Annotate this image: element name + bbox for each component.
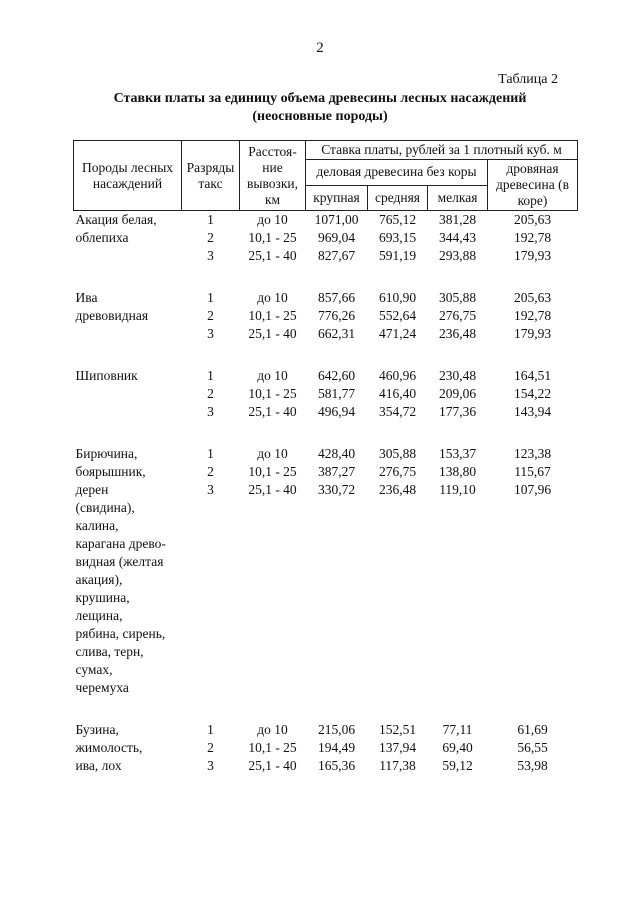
species-line: калина, [75,518,119,533]
fuel-value: 192,78 [513,308,552,323]
small-cell [428,367,488,421]
medium-cell [368,211,428,266]
table-header [74,141,578,211]
large-cell [306,367,368,421]
table-body [74,211,578,776]
medium-value: 765,12 [378,212,417,227]
distance-cell [240,211,306,266]
fuel-cell [488,289,578,343]
small-cell [428,721,488,775]
species-line: акация), [75,572,123,587]
species-line: (свидина), [75,500,135,515]
distance-value: 25,1 - 40 [248,326,297,341]
grade-value: 1 [207,446,214,461]
species-line: черемуха [75,680,129,695]
species-cell [74,211,182,266]
medium-cell [368,445,428,697]
fuel-value: 179,93 [513,326,552,341]
small-value: 77,11 [442,722,473,737]
distance-cell [240,367,306,421]
distance-value: 25,1 - 40 [248,482,297,497]
medium-value: 610,90 [378,290,417,305]
small-value: 138,80 [438,464,477,479]
grade-value: 1 [207,368,214,383]
large-value: 776,26 [317,308,356,323]
table-label: Таблица 2 [498,72,558,87]
fuel-value: 107,96 [513,482,552,497]
grade-value: 3 [207,482,214,497]
small-value: 209,06 [438,386,477,401]
grade-value: 3 [207,248,214,263]
large-value: 165,36 [317,758,356,773]
small-value: 381,28 [438,212,477,227]
header-species: Породы лесных насаждений [74,141,182,211]
header-rate: Ставка платы, рублей за 1 плотный куб. м [306,141,578,160]
fuel-value: 53,98 [517,758,548,773]
grade-value: 2 [207,230,214,245]
grade-cell [182,721,240,775]
title-line-2: (неосновные породы) [252,109,388,124]
distance-value: до 10 [257,722,288,737]
species-line: Ива [75,290,98,305]
species-line: крушина, [75,590,130,605]
small-value: 344,43 [438,230,477,245]
page-number: 2 [316,40,324,56]
group-spacer [74,697,578,721]
species-line: жимолость, [75,740,143,755]
group-spacer [74,265,578,289]
small-value: 305,88 [438,290,477,305]
header-distance: Расстоя-ние вывозки, км [240,141,306,211]
species-line: рябина, сирень, [75,626,166,641]
grade-value: 3 [207,326,214,341]
header-medium: средняя [368,185,428,211]
distance-value: 10,1 - 25 [248,740,297,755]
group-spacer [74,421,578,445]
group-spacer [74,343,578,367]
medium-value: 591,19 [378,248,417,263]
large-value: 642,60 [317,368,356,383]
distance-value: 25,1 - 40 [248,248,297,263]
fuel-value: 205,63 [513,290,552,305]
title-line-1: Ставки платы за единицу объема древесины лесных насаждений [113,91,527,106]
medium-cell [368,289,428,343]
header-commercial: деловая древесина без коры [306,160,488,186]
table-row [74,445,578,697]
table-row [74,367,578,421]
small-cell [428,211,488,266]
small-cell [428,445,488,697]
species-line: лещина, [75,608,123,623]
large-value: 428,40 [317,446,356,461]
fuel-value: 56,55 [517,740,548,755]
distance-value: 10,1 - 25 [248,464,297,479]
fuel-value: 192,78 [513,230,552,245]
distance-value: до 10 [257,290,288,305]
distance-value: 10,1 - 25 [248,386,297,401]
fuel-value: 205,63 [513,212,552,227]
medium-value: 276,75 [378,464,417,479]
fuel-value: 61,69 [517,722,548,737]
large-cell [306,445,368,697]
medium-value: 693,15 [378,230,417,245]
medium-value: 354,72 [378,404,417,419]
distance-cell [240,445,306,697]
species-line: древовидная [75,308,149,323]
distance-cell [240,721,306,775]
grade-value: 3 [207,404,214,419]
small-value: 230,48 [438,368,477,383]
distance-value: до 10 [257,368,288,383]
species-line: слива, терн, [75,644,144,659]
small-value: 236,48 [438,326,477,341]
rates-table [73,140,578,775]
distance-value: 25,1 - 40 [248,758,297,773]
header-grade: Разряды такс [182,141,240,211]
medium-value: 416,40 [378,386,417,401]
large-value: 1071,00 [314,212,359,227]
grade-value: 1 [207,722,214,737]
grade-value: 2 [207,464,214,479]
header-fuel: дровяная древесина (в коре) [488,160,578,211]
large-value: 215,06 [317,722,356,737]
species-line: Шиповник [75,368,138,383]
table-title [60,90,580,126]
grade-value: 2 [207,308,214,323]
grade-value: 2 [207,386,214,401]
small-value: 59,12 [442,758,473,773]
large-value: 857,66 [317,290,356,305]
large-cell [306,211,368,266]
grade-cell [182,211,240,266]
large-value: 194,49 [317,740,356,755]
large-value: 581,77 [317,386,356,401]
small-cell [428,289,488,343]
fuel-value: 123,38 [513,446,552,461]
distance-value: 10,1 - 25 [248,308,297,323]
medium-value: 137,94 [378,740,417,755]
fuel-value: 164,51 [513,368,552,383]
small-value: 119,10 [439,482,476,497]
species-line: Бирючина, [75,446,138,461]
header-small: мелкая [428,185,488,211]
fuel-cell [488,211,578,266]
grade-cell [182,289,240,343]
large-cell [306,289,368,343]
small-value: 153,37 [438,446,477,461]
species-line: облепиха [75,230,129,245]
grade-value: 2 [207,740,214,755]
species-line: видная (желтая [75,554,164,569]
species-line: боярышник, [75,464,146,479]
medium-value: 236,48 [378,482,417,497]
species-line: карагана древо- [75,536,166,551]
medium-value: 152,51 [378,722,417,737]
fuel-value: 179,93 [513,248,552,263]
small-value: 69,40 [442,740,473,755]
medium-value: 117,38 [379,758,416,773]
medium-value: 305,88 [378,446,417,461]
medium-cell [368,721,428,775]
species-line: Бузина, [75,722,119,737]
medium-cell [368,367,428,421]
large-value: 827,67 [317,248,356,263]
large-value: 662,31 [317,326,356,341]
species-line: дерен [75,482,109,497]
fuel-value: 154,22 [513,386,552,401]
table-row [74,721,578,775]
grade-cell [182,367,240,421]
small-value: 293,88 [438,248,477,263]
fuel-value: 143,94 [513,404,552,419]
header-large: крупная [306,185,368,211]
medium-value: 552,64 [378,308,417,323]
large-value: 496,94 [317,404,356,419]
table-row [74,211,578,266]
large-cell [306,721,368,775]
grade-value: 1 [207,212,214,227]
species-cell [74,289,182,343]
small-value: 276,75 [438,308,477,323]
large-value: 330,72 [317,482,356,497]
fuel-cell [488,721,578,775]
distance-cell [240,289,306,343]
distance-value: 10,1 - 25 [248,230,297,245]
small-value: 177,36 [438,404,477,419]
large-value: 969,04 [317,230,356,245]
fuel-cell [488,445,578,697]
species-cell [74,367,182,421]
species-line: ива, лох [75,758,122,773]
species-line: сумах, [75,662,113,677]
grade-value: 3 [207,758,214,773]
medium-value: 460,96 [378,368,417,383]
species-line: Акация белая, [75,212,157,227]
fuel-cell [488,367,578,421]
distance-value: до 10 [257,446,288,461]
medium-value: 471,24 [378,326,417,341]
table-row [74,289,578,343]
fuel-value: 115,67 [514,464,551,479]
grade-value: 1 [207,290,214,305]
distance-value: 25,1 - 40 [248,404,297,419]
grade-cell [182,445,240,697]
large-value: 387,27 [317,464,356,479]
distance-value: до 10 [257,212,288,227]
species-cell [74,721,182,775]
species-cell [74,445,182,697]
